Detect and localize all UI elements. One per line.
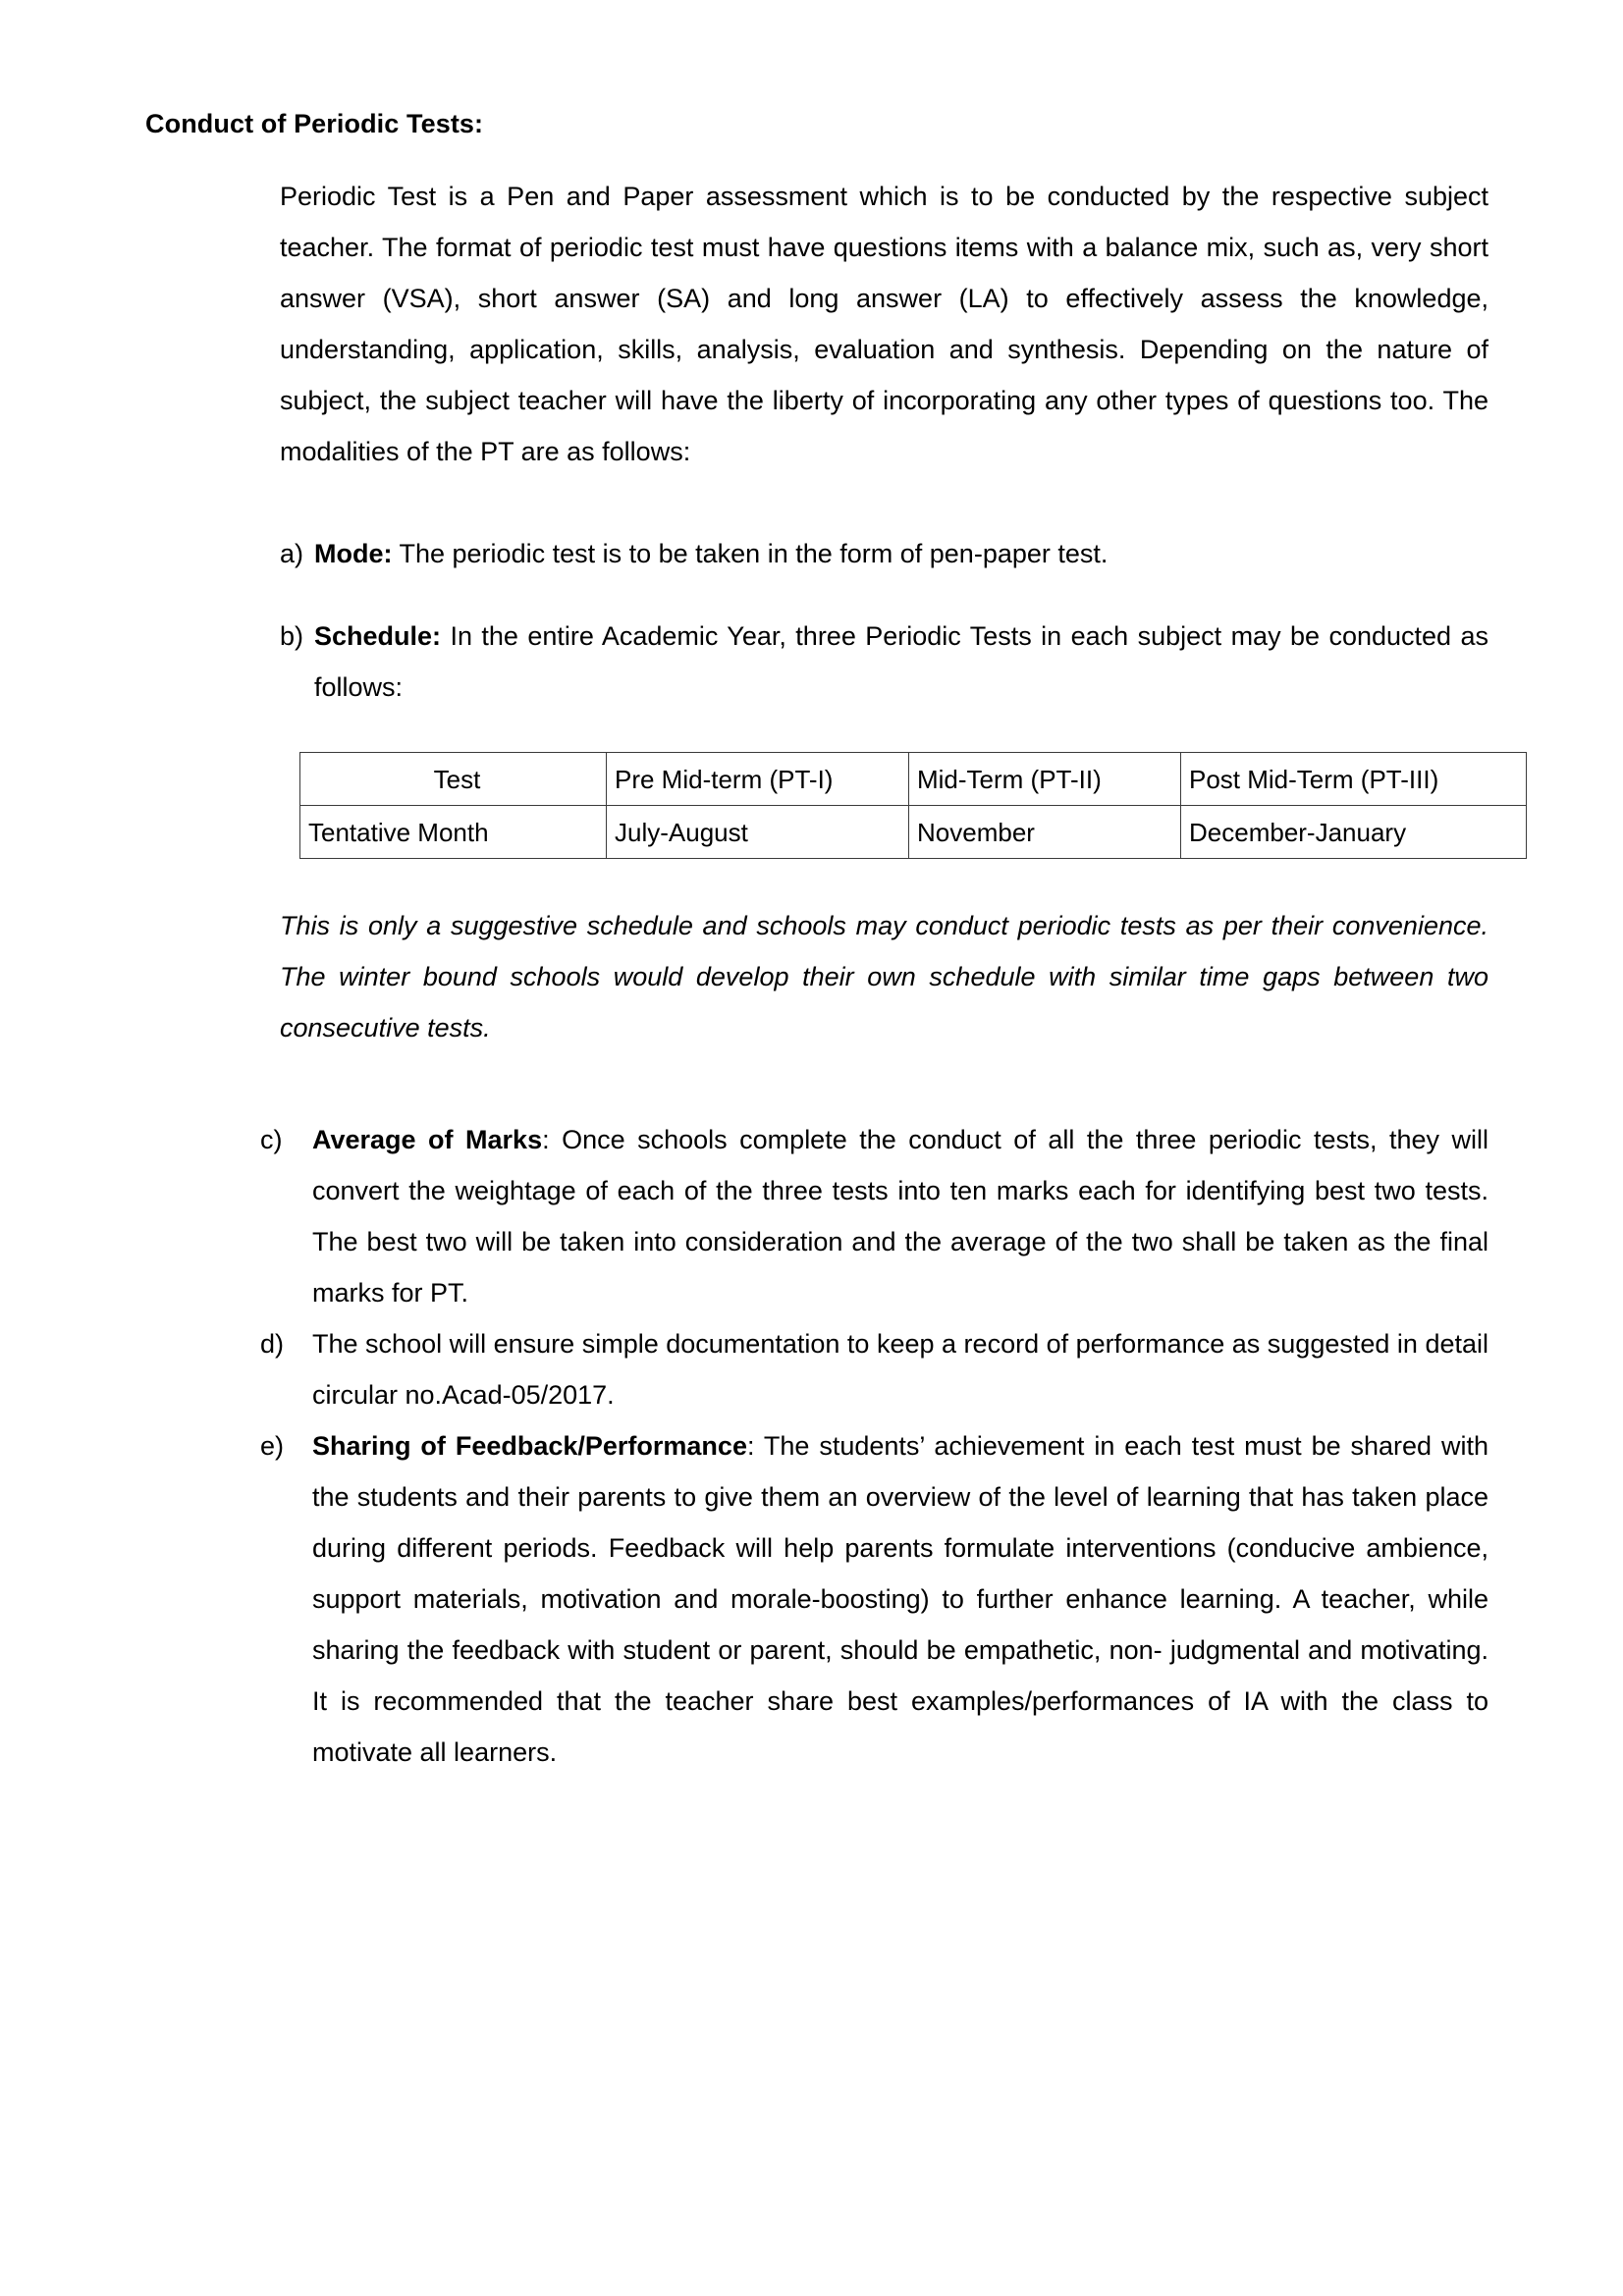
list-item bbox=[280, 611, 1488, 713]
list-item bbox=[260, 1318, 1488, 1420]
list-item-e-lead: Sharing of Feedback/Performance bbox=[312, 1431, 747, 1461]
list-item-c-lead: Average of Marks bbox=[312, 1125, 543, 1154]
list-item-c-text bbox=[312, 1114, 1488, 1318]
list-item-a-lead: Mode: bbox=[314, 539, 393, 568]
table-cell-pt2-month: November bbox=[909, 806, 1181, 859]
list-item bbox=[260, 1420, 1488, 1778]
modalities-list-cde bbox=[260, 1114, 1488, 1778]
table-cell-pt3-month: December-January bbox=[1181, 806, 1527, 859]
list-item-d-text bbox=[312, 1318, 1488, 1420]
list-marker-d: d) bbox=[260, 1329, 285, 1359]
list-item bbox=[260, 1114, 1488, 1318]
table-row bbox=[300, 806, 1527, 859]
table-row bbox=[300, 753, 1527, 806]
document-content bbox=[145, 98, 1490, 1778]
table-cell-test-label: Test bbox=[300, 753, 607, 806]
table-cell-pt1-header: Pre Mid-term (PT-I) bbox=[607, 753, 909, 806]
table-cell-pt2-header: Mid-Term (PT-II) bbox=[909, 753, 1181, 806]
list-marker-c: c) bbox=[260, 1125, 283, 1154]
list-item-e-body: : The students’ achievement in each test must be shared with the students and their parents to give them an overview of the level of learning that has taken place during different periods. Feedback will help parents formulate interventions (conducive ambience, support materials, motivation and morale-boosting) to further enhance learning. A teacher, while sharing the feedback with student or parent, should be empathetic, non- judgmental and motivating. It is recommended that the teacher share best examples/performances of IA with the class to motivate all learners. bbox=[312, 1431, 1488, 1767]
page-title: Conduct of Periodic Tests: bbox=[145, 109, 484, 138]
list-item bbox=[280, 528, 1488, 579]
list-item-a-body: The periodic test is to be taken in the form of pen-paper test. bbox=[392, 539, 1109, 568]
list-item-a-text bbox=[314, 528, 1488, 579]
suggestive-schedule-note: This is only a suggestive schedule and schools may conduct periodic tests as per their convenience. The winter bound schools would develop their own schedule with similar time gaps between two consecutive tests. bbox=[280, 911, 1488, 1042]
list-item-c-body: : Once schools complete the conduct of all the three periodic tests, they will convert the weightage of each of the three tests into ten marks each for identifying best two tests. The best two will be taken into consideration and the average of the two shall be taken as the final marks for PT. bbox=[312, 1125, 1488, 1308]
list-item-d-body: The school will ensure simple documentation to keep a record of performance as suggested in detail circular no.Acad-05/2017. bbox=[312, 1329, 1488, 1410]
intro-paragraph: Periodic Test is a Pen and Paper assessment which is to be conducted by the respective subject teacher. The format of periodic test must have questions items with a balance mix, such as, very short answer (VSA), short answer (SA) and long answer (LA) to effectively assess the knowledge, understanding, application, skills, analysis, evaluation and synthesis. Depending on the nature of subject, the subject teacher will have the liberty of incorporating any other types of questions too. The modalities of the PT are as follows: bbox=[280, 182, 1488, 466]
list-marker-b: b) bbox=[280, 621, 304, 651]
list-item-b-lead: Schedule: bbox=[314, 621, 442, 651]
list-marker-e: e) bbox=[260, 1431, 285, 1461]
table-cell-pt3-header: Post Mid-Term (PT-III) bbox=[1181, 753, 1527, 806]
list-marker-a: a) bbox=[280, 539, 304, 568]
modalities-list-ab bbox=[280, 528, 1488, 713]
list-item-e-text bbox=[312, 1420, 1488, 1778]
list-item-b-text bbox=[314, 611, 1488, 713]
schedule-table bbox=[299, 752, 1527, 859]
list-item-b-body: In the entire Academic Year, three Periodic Tests in each subject may be conducted as follows: bbox=[314, 621, 1488, 702]
table-cell-pt1-month: July-August bbox=[607, 806, 909, 859]
table-cell-month-label: Tentative Month bbox=[300, 806, 607, 859]
schedule-table-container bbox=[299, 752, 1490, 859]
